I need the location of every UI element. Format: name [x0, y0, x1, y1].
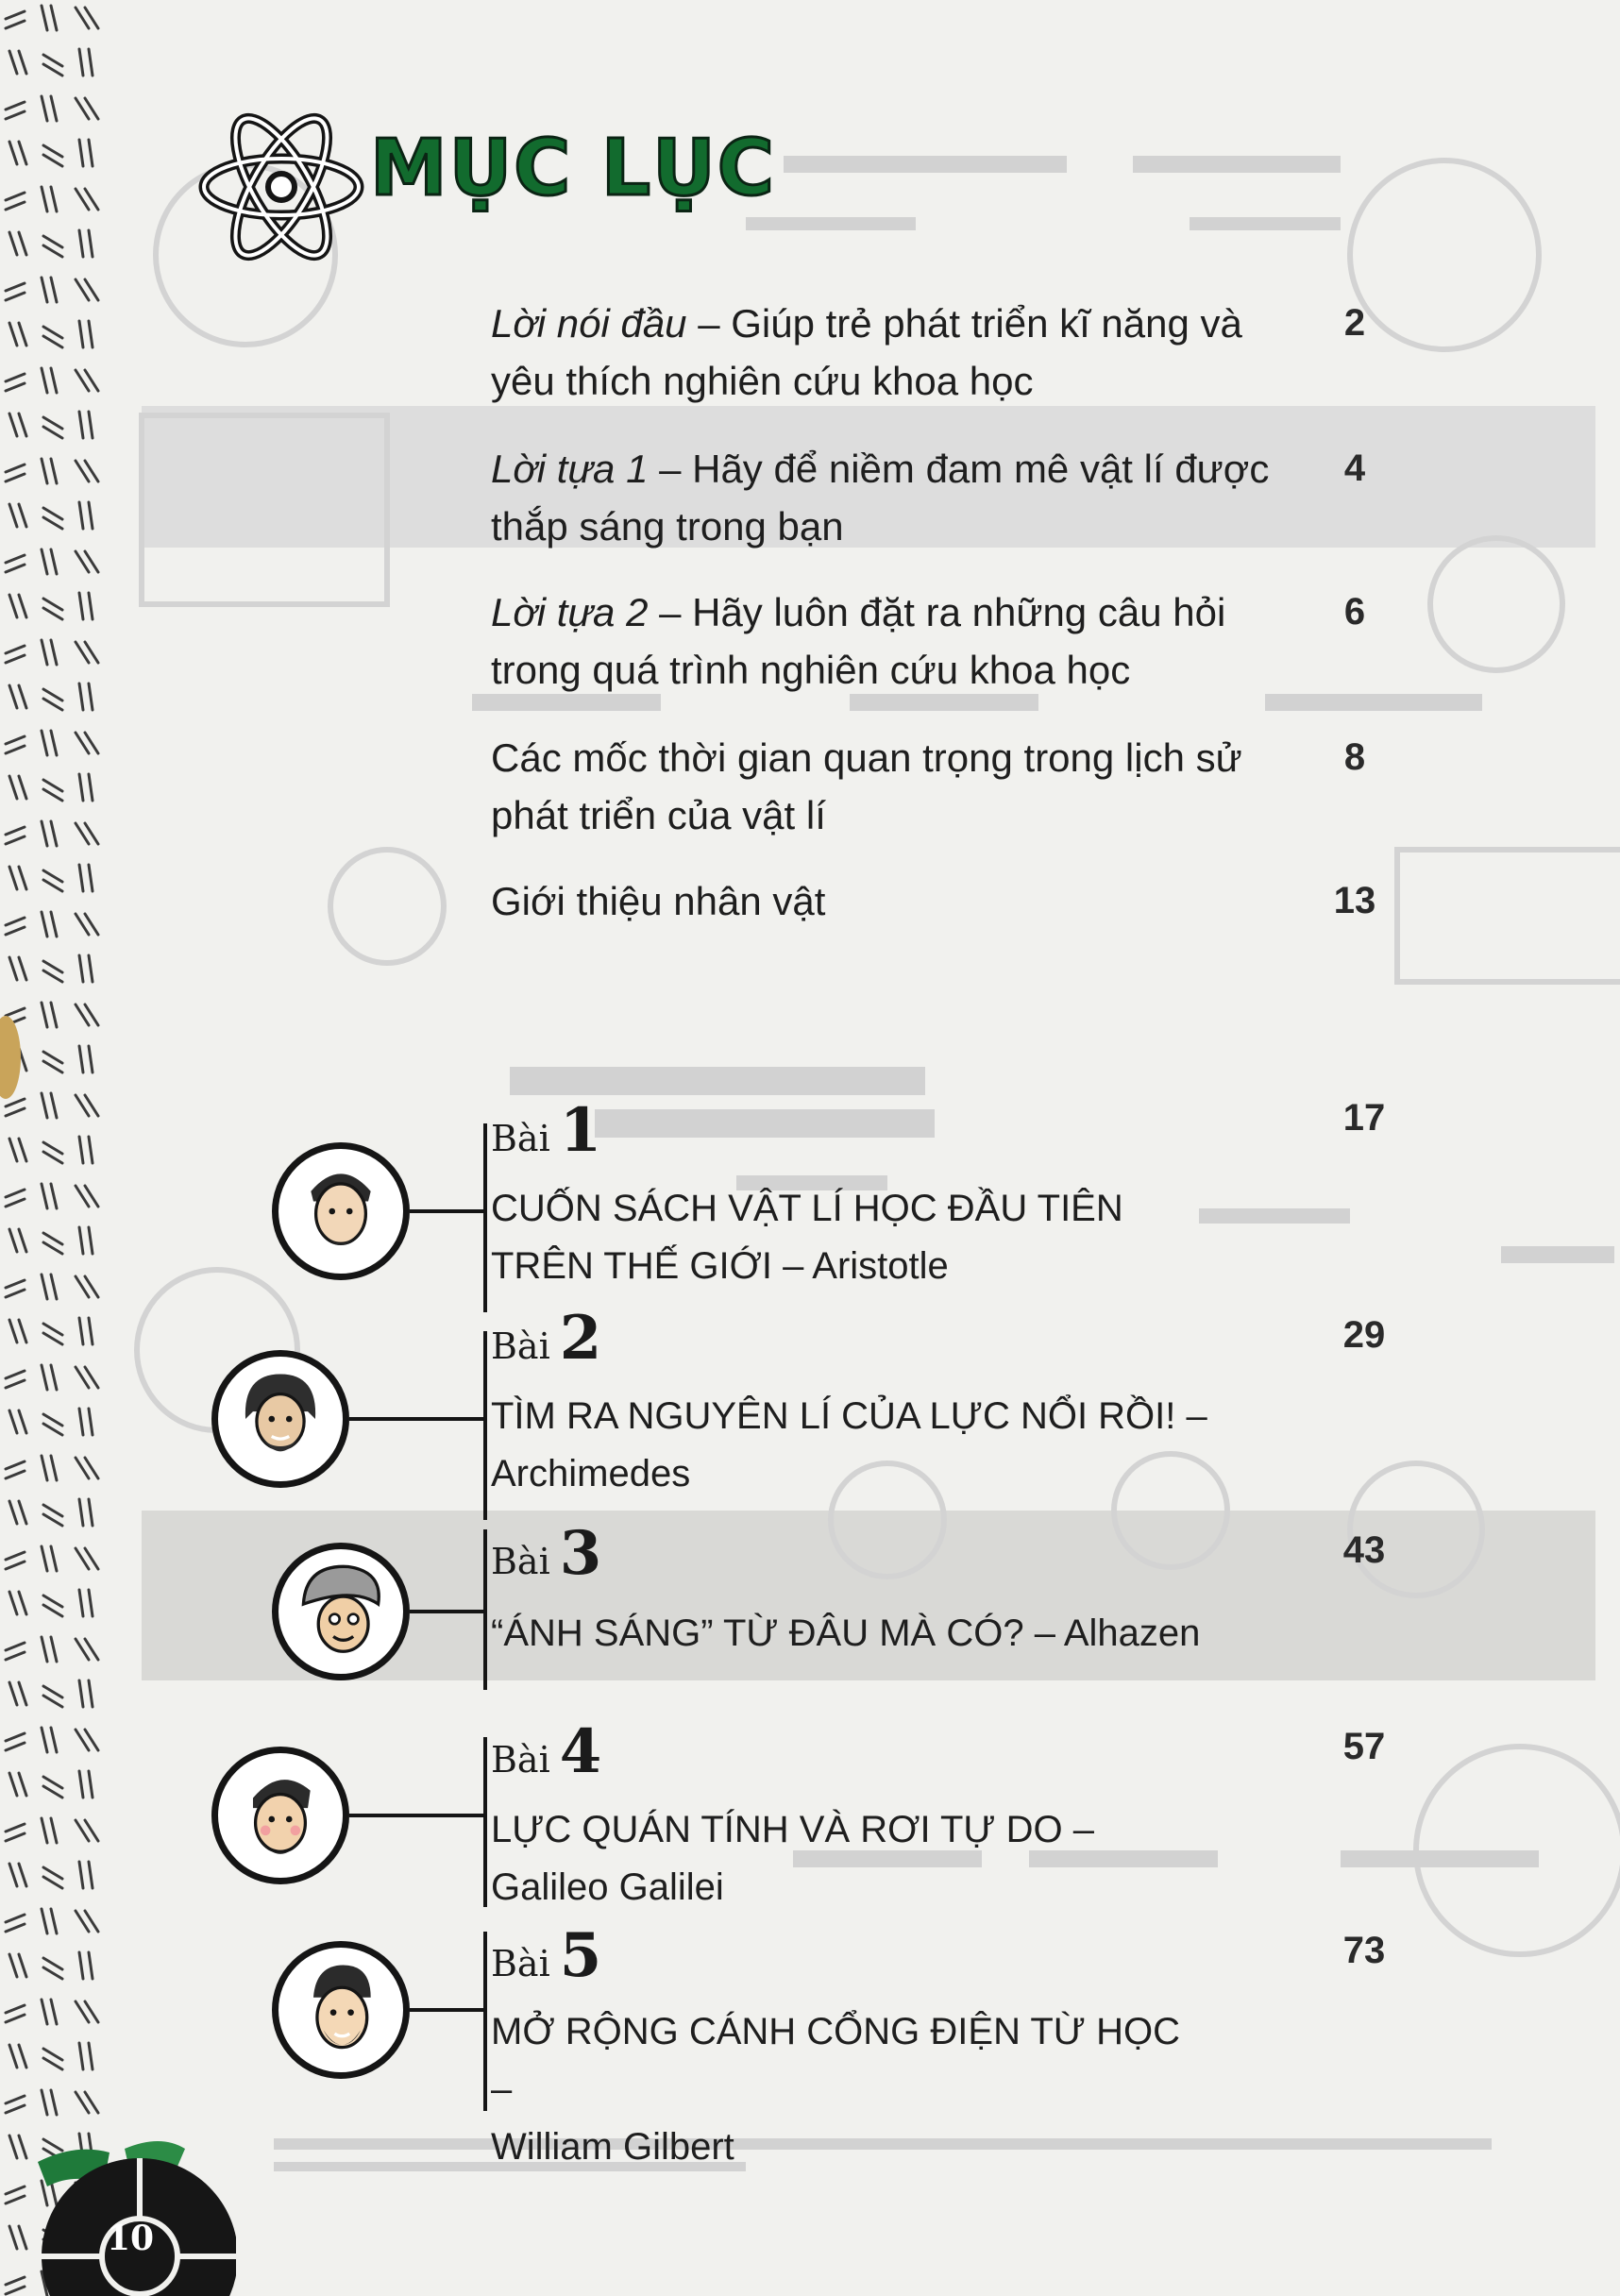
bracket-line [483, 1123, 487, 1312]
lesson-title-line-2: Galileo Galilei [491, 1866, 724, 1908]
lesson-number: 1 [559, 1095, 602, 1166]
aristotle-face-icon [278, 1149, 403, 1274]
lesson-title-line-2: TRÊN THẾ GIỚI – Aristotle [491, 1245, 949, 1287]
connector-line [410, 2008, 487, 2012]
toc-entry-preface-1[interactable] [491, 440, 1397, 563]
connector-line [410, 1610, 487, 1613]
lesson-number: 4 [559, 1716, 602, 1787]
toc-entry-lead: Lời nói đầu [491, 301, 687, 346]
lesson-word: Bài [491, 1739, 550, 1781]
toc-entry-timeline[interactable] [491, 729, 1397, 852]
toc-entry-body: – Hãy luôn đặt ra những câu hỏi trong quá trình nghiên cứu khoa học [491, 590, 1226, 692]
bracket-line [483, 1932, 487, 2111]
toc-lesson-1[interactable] [179, 1095, 1407, 1312]
lesson-title-line-2: Archimedes [491, 1453, 691, 1494]
toc-page-number: 8 [1343, 736, 1366, 778]
galileo-portrait [211, 1747, 349, 1884]
toc-page-number: 6 [1343, 591, 1366, 633]
hatch-border [0, 0, 111, 2296]
toc-entry-body: – Hãy để niềm đam mê vật lí được thắp sáng trong bạn [491, 447, 1270, 549]
lesson-title-line-1: CUỐN SÁCH VẬT LÍ HỌC ĐẦU TIÊN [491, 1188, 1123, 1229]
lesson-number: 2 [559, 1303, 602, 1374]
lesson-title-line-1: TÌM RA NGUYÊN LÍ CỦA LỰC NỔI RỒI! – [491, 1395, 1207, 1437]
lesson-word: Bài [491, 1325, 550, 1367]
toc-page-number: 57 [1342, 1726, 1386, 1767]
bracket-line [483, 1737, 487, 1907]
toc-page-number: 4 [1343, 447, 1366, 489]
gilbert-portrait [272, 1941, 410, 2079]
connector-line [410, 1209, 487, 1213]
archimedes-portrait [211, 1350, 349, 1488]
lesson-label [491, 1095, 601, 1166]
toc-lesson-5[interactable] [179, 1920, 1407, 2168]
bracket-line [483, 1529, 487, 1690]
lesson-title-line-1: “ÁNH SÁNG” TỪ ĐÂU MÀ CÓ? – Alhazen [491, 1612, 1201, 1654]
toc-lesson-3[interactable] [179, 1518, 1407, 1747]
page-number: 10 [106, 2219, 155, 2258]
toc-entry-body: Các mốc thời gian quan trọng trong lịch sử phát triển của vật lí [491, 735, 1242, 837]
toc-entry-text [491, 440, 1284, 555]
toc-entry-body: – Giúp trẻ phát triển kĩ năng và yêu thích nghiên cứu khoa học [491, 301, 1242, 403]
bracket-line [483, 1331, 487, 1520]
toc-entry-body: Giới thiệu nhân vật [491, 879, 826, 923]
lesson-word: Bài [491, 1118, 550, 1159]
lesson-title-line-1: LỰC QUÁN TÍNH VÀ RƠI TỰ DO – [491, 1809, 1095, 1850]
page-title: MỤC LỤC [370, 124, 776, 213]
toc-entry-text [491, 583, 1284, 699]
toc-page-number: 17 [1342, 1097, 1386, 1139]
toc-entry-lead: Lời tựa 2 [491, 590, 649, 634]
lesson-word: Bài [491, 1541, 550, 1582]
toc-page-number: 13 [1333, 880, 1376, 921]
page-badge-icon [19, 2124, 236, 2296]
toc-entry-text [491, 729, 1284, 844]
alhazen-face-icon [278, 1549, 403, 1674]
toc-entry-text [491, 872, 1284, 930]
lesson-number: 5 [559, 1920, 602, 1991]
alhazen-portrait [272, 1543, 410, 1680]
lesson-label [491, 1920, 601, 1991]
toc-page-number: 2 [1343, 302, 1366, 344]
lesson-title-line-2: William Gilbert [491, 2126, 734, 2168]
lesson-title [491, 1180, 1208, 1295]
toc-lesson-4[interactable] [179, 1716, 1407, 1945]
toc-entry-text [491, 295, 1284, 410]
toc-page-number: 29 [1342, 1314, 1386, 1356]
lesson-title [491, 1388, 1208, 1503]
galileo-face-icon [218, 1753, 343, 1878]
connector-line [349, 1417, 487, 1421]
lesson-word: Bài [491, 1943, 550, 1984]
lesson-label [491, 1518, 601, 1589]
lesson-title-line-1: MỞ RỘNG CÁNH CỔNG ĐIỆN TỪ HỌC – [491, 2011, 1180, 2110]
lesson-title [491, 1801, 1208, 1916]
atom-icon [196, 102, 366, 272]
toc-entry-foreword[interactable] [491, 295, 1397, 417]
connector-line [349, 1814, 487, 1817]
lesson-title [491, 2003, 1208, 2176]
lesson-number: 3 [559, 1518, 602, 1589]
toc-page-number: 73 [1342, 1930, 1386, 1971]
toc-entry-characters[interactable] [491, 872, 1397, 995]
lesson-label [491, 1303, 601, 1374]
toc-lesson-2[interactable] [179, 1303, 1407, 1529]
archimedes-face-icon [218, 1357, 343, 1481]
lesson-title [491, 1605, 1208, 1663]
toc-entry-lead: Lời tựa 1 [491, 447, 649, 491]
toc-page-number: 43 [1342, 1529, 1386, 1571]
lesson-label [491, 1716, 601, 1787]
aristotle-portrait [272, 1142, 410, 1280]
gilbert-face-icon [278, 1948, 403, 2072]
toc-entry-preface-2[interactable] [491, 583, 1397, 706]
